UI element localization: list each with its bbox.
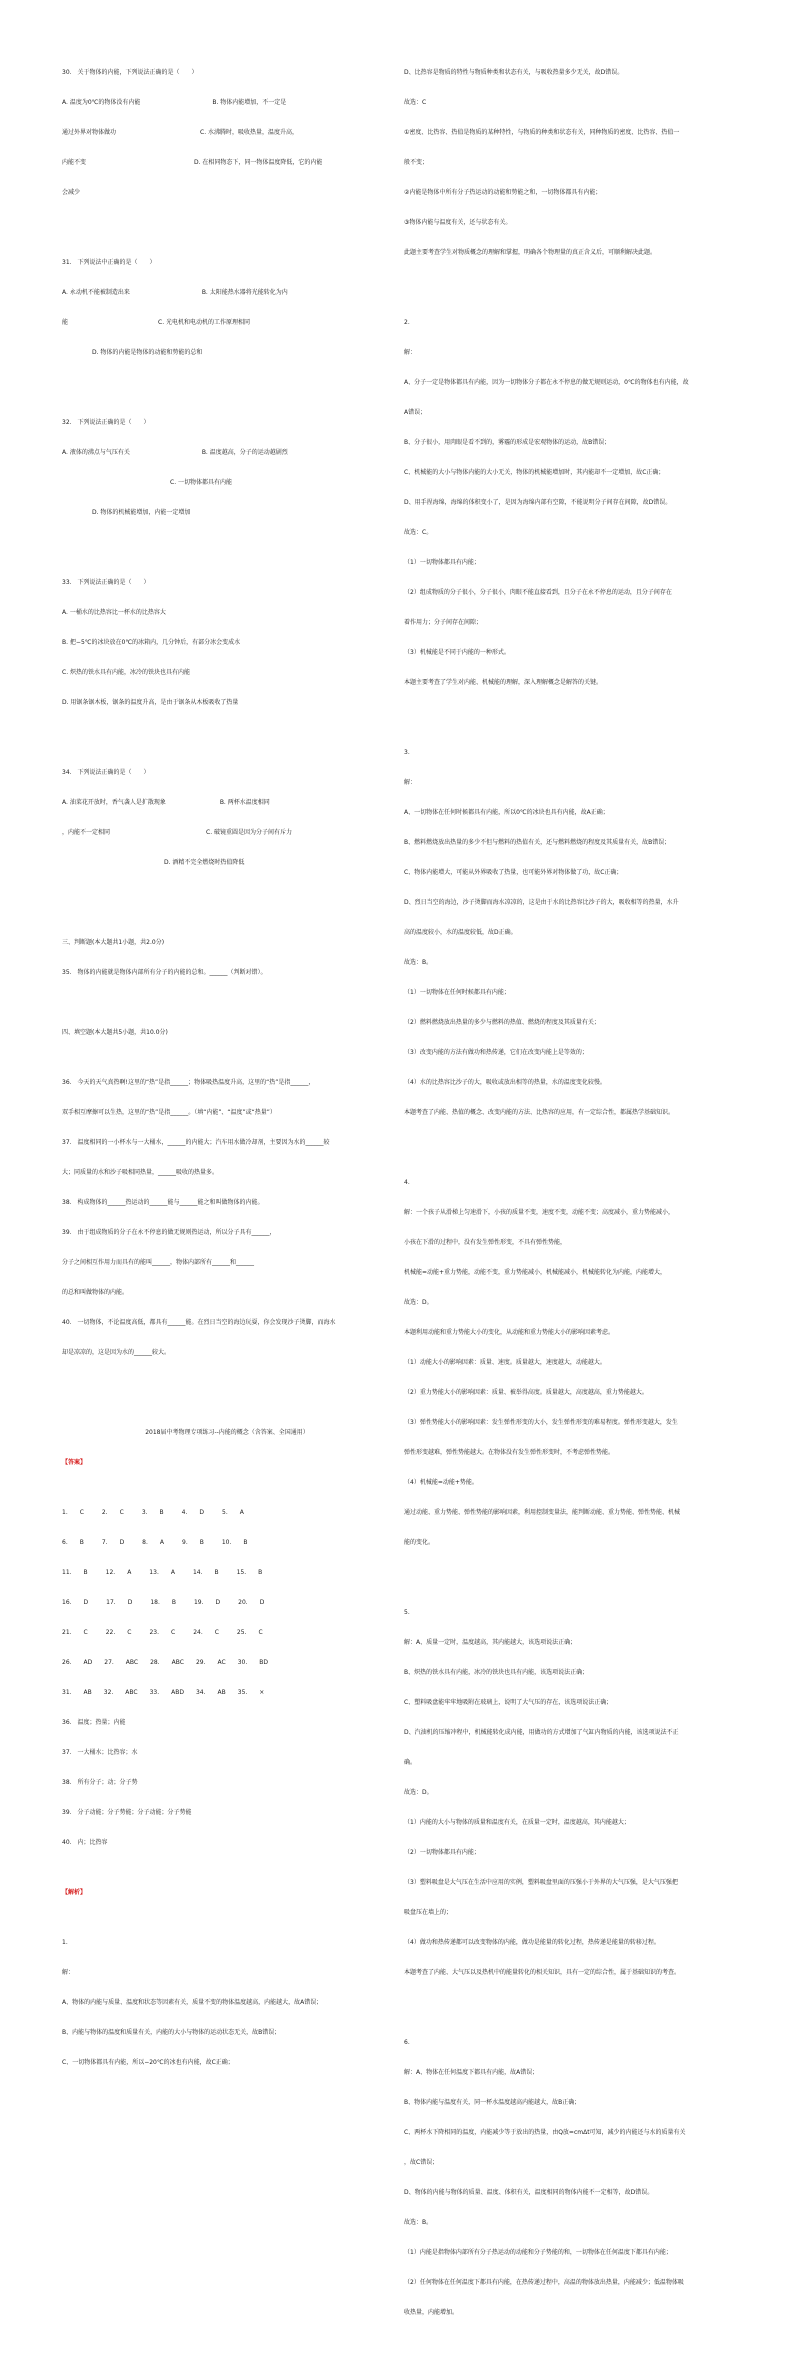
text-line: D、烈日当空的海边，沙子烫脚而海水凉凉的，这是由于水的比热容比沙子的大，吸收相等的热量，水升 [404,899,679,906]
text-line: A、一切物体在任何时候都具有内能，所以0℃的冰块也具有内能，故A正确； [404,809,609,816]
answer-row: 37. 一大桶水；比热容；水 [62,1749,138,1756]
section-heading-fill: 四、填空题(本大题共5小题，共10.0分) [62,1029,168,1036]
text-line: （4）水的比热容比沙子的大，吸收或放出相等的热量，水的温度变化较慢。 [404,1079,606,1086]
text-line: D. 酒精不完全燃烧时热值降低 [62,859,245,866]
answer-key [62,1488,392,1868]
text-line: 本题主要考查了学生对内能、机械能的理解，深入理解概念是解答的关键。 [404,679,603,686]
text-line: 32. 下列说法正确的是（ ） [62,419,150,426]
text-line: A. 液体的沸点与气压有关 B. 温度越高，分子的运动越剧烈 [62,449,288,456]
text-line: B、炽热的铁水具有内能，冰冷的铁块也具有内能，该选项说法正确； [404,1669,589,1676]
text-line: 确。 [404,1759,417,1766]
text-line: 本题考查了内能、热值的概念、改变内能的方法、比热容的应用，有一定综合性，都属热学基础知识。 [404,1109,675,1116]
text-line: （1）一切物体都具有内能； [404,559,480,566]
question-31 [62,238,392,378]
text-line: 故选：C [404,99,427,106]
text-line: ，内能不一定相同 C. 破镜重圆是因为分子间有斥力 [62,829,293,836]
text-line: A. 永动机不能被制造出来 B. 太阳能热水器将光能转化为内 [62,289,288,296]
text-line: B、燃料燃烧放出热量的多少不但与燃料的热值有关，还与燃料燃烧的程度及其质量有关，故B错误； [404,839,671,846]
analysis-4 [404,1158,740,1568]
text-line: C、物体内能增大，可能从外界吸收了热量，也可能外界对物体做了功，故C正确； [404,869,623,876]
text-line: 内能不变 D. 在相同物态下，同一物体温度降低，它的内能 [62,159,323,166]
text-line: （2）燃料燃烧放出热量的多少与燃料的热值、燃烧的程度及其质量有关； [404,1019,600,1026]
section-heading-judge: 三、判断题(本大题共1小题，共2.0分) [62,939,165,946]
analysis-heading: 【解析】 [62,1889,87,1896]
text-line: （2）重力势能大小的影响因素：质量、被举得高度。质量越大，高度越高，重力势能越大。 [404,1389,648,1396]
answer-row: 11. B 12. A 13. A 14. B 15. B [62,1569,263,1576]
text-line: 34. 下列说法正确的是（ ） [62,769,150,776]
text-line: 通过动能、重力势能、弹性势能的影响因素，利用控制变量法，能判断动能、重力势能、弹性势能、机械 [404,1509,681,1516]
text-line: 30. 关于物体的内能，下列说法正确的是（ ） [62,69,198,76]
text-line: D. 物体的内能是物体的动能和势能的总和 [62,349,203,356]
text-line: D、物体的内能与物体的质量、温度、体积有关，温度相同的物体内能不一定相等，故D错误。 [404,2189,654,2196]
text-line: 本题考查了内能、大气压以及热机中的能量转化的相关知识，具有一定的综合性，属于基础知识的考查。 [404,1969,681,1976]
text-line: 故选：B。 [404,959,433,966]
text-line: 5. [404,1609,410,1616]
analysis-2 [404,298,740,708]
text-line: D、比热容是物质的特性与物质种类和状态有关，与吸收热量多少无关，故D错误。 [404,69,624,76]
text-line: B、内能与物体的温度和质量有关，内能的大小与物体的运动状态无关，故B错误； [62,2029,281,2036]
answer-row: 40. 内；比热容 [62,1839,108,1846]
text-line: 2. [404,319,410,326]
question-33 [62,558,392,728]
text-line: ，故C错误； [404,2159,439,2166]
text-line: 故选：D。 [404,1299,433,1306]
text-line: 能的变化。 [404,1539,435,1546]
right-column [404,28,740,2358]
text-line: 弹性形变越难，弹性势能越大。在物体没有发生弹性形变时，不考虑弹性势能。 [404,1449,615,1456]
text-line: 解： [404,779,417,786]
text-line: D. 用锯条锯木板，锯条的温度升高，是由于锯条从木板吸收了热量 [62,699,239,706]
answer-row: 6. B 7. D 8. A 9. B 10. B [62,1539,248,1546]
analysis-start [62,1918,392,2088]
text-line: B、物体内能与温度有关，同一杯水温度越高内能越大，故B正确； [404,2099,581,2106]
text-line: 33. 下列说法正确的是（ ） [62,579,150,586]
text-line: 6. [404,2039,410,2046]
text-line: （1）动能大小的影响因素：质量、速度。质量越大，速度越大，动能越大。 [404,1359,606,1366]
text-line: 却是凉凉的，这是因为水的______较大。 [62,1349,171,1356]
text-line: C. 炽热的铁水具有内能，冰冷的铁块也具有内能 [62,669,191,676]
answer-row: 26. AD 27. ABC 28. ABC 29. AC 30. BD [62,1659,268,1666]
answer-row: 31. AB 32. ABC 33. ABD 34. AB 35. × [62,1689,265,1696]
document-title: 2018届中考物理专项练习--内能的概念（含答案、全国通用） [145,1429,309,1436]
text-line: 通过外界对物体做功 C. 水沸腾时，吸收热量，温度升高， [62,129,299,136]
text-line: （2）一切物体都具有内能； [404,1849,480,1856]
text-line: 解：A、物体在任何温度下都具有内能，故A错误； [404,2069,539,2076]
text-line: 能 C. 光电机和电动机的工作原理相同 [62,319,251,326]
text-line: 4. [404,1179,410,1186]
text-line: C、一切物体都具有内能，所以−20℃的冰也有内能，故C正确； [62,2059,234,2066]
answer-row: 38. 所有分子；动；分子势 [62,1779,138,1786]
text-line: （3）塑料吸盘是大气压在生活中应用的实例，塑料吸盘里面的压强小于外界的大气压强，是大气压强把 [404,1879,678,1886]
text-line: （3）改变内能的方法有做功和热传递，它们在改变内能上是等效的； [404,1049,588,1056]
question-30 [62,48,392,218]
text-line: 双手相互摩擦可以生热，这里的“热”是指______。（填“内能”、“温度”或“热量”） [62,1109,276,1116]
text-line: 小孩在下滑的过程中，没有发生弹性形变，不具有弹性势能， [404,1239,567,1246]
text-line: ①密度、比热容、热值是物质的某种特性，与物质的种类和状态有关，同种物质的密度、比热容、热值一 [404,129,680,136]
text-line: （3）弹性势能大小的影响因素：发生弹性形变的大小，发生弹性形变的难易程度。弹性形变越大，发生 [404,1419,678,1426]
text-line: 会减少 [62,189,81,196]
text-line: 31. 下列说法中正确的是（ ） [62,259,156,266]
text-line: 故选：C。 [404,529,433,536]
text-line: （3）机械能是不同于内能的一种形式。 [404,649,510,656]
text-line: C、机械能的大小与物体内能的大小无关，物体的机械能增加时，其内能却不一定增加，故C正确； [404,469,665,476]
text-line: （4）做功和热传递都可以改变物体的内能，做功是能量的转化过程，热传递是能量的转移过程。 [404,1939,660,1946]
answer-row: 39. 分子动能；分子势能；分子动能；分子势能 [62,1809,192,1816]
text-line: 收热量，内能增加。 [404,2309,459,2316]
text-line: 37. 温度相同的一小杯水与一大桶水，______的内能大；汽车用水做冷却剂，主要因为水的______较 [62,1139,330,1146]
text-line: 吸盘压在墙上的； [404,1909,453,1916]
question-35: 35. 物体的内能就是物体内部所有分子的内能的总和。______（判断对错）。 [62,969,267,976]
text-line: 着作用力；分子间存在间隙； [404,619,483,626]
text-line: A. 温度为0℃的物体没有内能 B. 物体内能增加，不一定是 [62,99,287,106]
question-34 [62,748,392,888]
text-line: 大；同质量的水和沙子吸相同热量，______吸收的热量多。 [62,1169,219,1176]
text-line: 的总和叫做物体的内能。 [62,1289,129,1296]
text-line: 解：A、质量一定时，温度越高，其内能越大，该选项说法正确； [404,1639,577,1646]
text-line: ③物体内能与温度有关，还与状态有关。 [404,219,512,226]
text-line: C. 一切物体都具有内能 [62,479,233,486]
text-line: 般不变； [404,159,429,166]
text-line: 解：一个孩子从滑梯上匀速滑下，小孩的质量不变，速度不变，动能不变；高度减小，重力势能减小， [404,1209,675,1216]
text-line: 3. [404,749,410,756]
text-line: C、两杯水下降相同的温度，内能减少等于放出的热量，由Q放=cmΔt可知，减少的内能还与水的质量有关 [404,2129,686,2136]
text-line: ②内能是物体中所有分子热运动的动能和势能之和，一切物体都具有内能； [404,189,602,196]
text-line: B、分子很小，用肉眼是看不到的，雾霾的形成是宏观物体的运动，故B错误； [404,439,611,446]
answer-row: 1. C 2. C 3. B 4. D 5. A [62,1509,244,1516]
text-line: 机械能=动能+重力势能，动能不变，重力势能减小，机械能减小，机械能转化为内能，内能增大， [404,1269,667,1276]
analysis-6 [404,2018,740,2338]
text-line: A、分子一定是物体都具有内能，因为一切物体分子都在永不停息的做无规则运动，0℃的物体也有内能，故 [404,379,689,386]
text-line: 此题主要考查学生对物质概念的理解和掌握，明确各个物理量的真正含义后，可顺利解决此题。 [404,249,657,256]
text-line: 解： [404,349,417,356]
analysis-5 [404,1588,740,1998]
text-line: （1）内能是指物体内部所有分子热运动的动能和分子势能的和，一切物体在任何温度下都具有内能； [404,2249,672,2256]
questions-36-40 [62,1058,392,1378]
text-line: 故选：D。 [404,1789,433,1796]
text-line: 40. 一切物体，不论温度高低，都具有______能。在烈日当空的海边玩耍，你会发现沙子烫脚，而海水 [62,1319,336,1326]
text-line: D、汽油机的压缩冲程中，机械能转化成内能，用做功的方式增加了气缸内物质的内能，该选项说法不正 [404,1729,679,1736]
text-line: B. 把−5℃的冰块放在0℃的冰箱内，几分钟后，有部分冰会变成水 [62,639,241,646]
text-line: 本题利用动能和重力势能大小的变化，从动能和重力势能大小的影响因素考虑。 [404,1329,615,1336]
left-column [62,28,392,2108]
text-line: C、塑料吸盘能牢牢地吸附在玻璃上，说明了大气压的存在，该选项说法正确； [404,1699,613,1706]
text-line: A、物体的内能与质量、温度和状态等因素有关，质量不变的物体温度越高，内能越大，故A错误； [62,1999,323,2006]
text-line: 39. 由于组成物质的分子在永不停息的做无规则热运动，所以分子具有______， [62,1229,276,1236]
text-line: D、用手捏海绵，海绵的体积变小了，是因为海绵内部有空隙，不能说明分子间存在间隙，故D错误。 [404,499,672,506]
text-line: （2）任何物体在任何温度下都具有内能，在热传递过程中，高温的物体放出热量，内能减少；低温物体吸 [404,2279,684,2286]
text-line: A. 一桶水的比热容比一杯水的比热容大 [62,609,166,616]
text-line: （1）一切物体在任何时候都具有内能； [404,989,510,996]
answer-row: 16. D 17. D 18. B 19. D 20. D [62,1599,265,1606]
text-line: D. 物体的机械能增加，内能一定增加 [62,509,191,516]
text-line: A错误； [404,409,427,416]
analysis-1-cont [404,48,740,278]
text-line: 分子之间相互作用力而具有的能叫______，物体内部所有______和______ [62,1259,255,1266]
text-line: （2）组成物质的分子很小，分子很小，肉眼不能直接看到，且分子在永不停息的运动，且分子间存在 [404,589,672,596]
text-line: A. 油菜花开放时，香气袭人是扩散现象 B. 两杯水温度相同 [62,799,270,806]
question-32 [62,398,392,538]
text-line: 故选：B。 [404,2219,433,2226]
analysis-3 [404,728,740,1138]
text-line: 解： [62,1969,75,1976]
text-line: 高的温度较小，水的温度较低，故D正确。 [404,929,517,936]
text-line: 36. 今天的天气真热啊!这里的“热”是指______；物体吸热温度升高，这里的“热”是指______， [62,1079,315,1086]
answer-heading: 【答案】 [62,1459,87,1466]
text-line: （1）内能的大小与物体的质量和温度有关，在质量一定时，温度越高，其内能越大； [404,1819,630,1826]
answer-row: 21. C 22. C 23. C 24. C 25. C [62,1629,263,1636]
text-line: （4）机械能=动能+势能。 [404,1479,478,1486]
answer-row: 36. 温度；热量；内能 [62,1719,126,1726]
text-line: 1. [62,1939,68,1946]
text-line: 38. 构成物体的______热运动的______能与______能之和叫做物体的内能。 [62,1199,264,1206]
